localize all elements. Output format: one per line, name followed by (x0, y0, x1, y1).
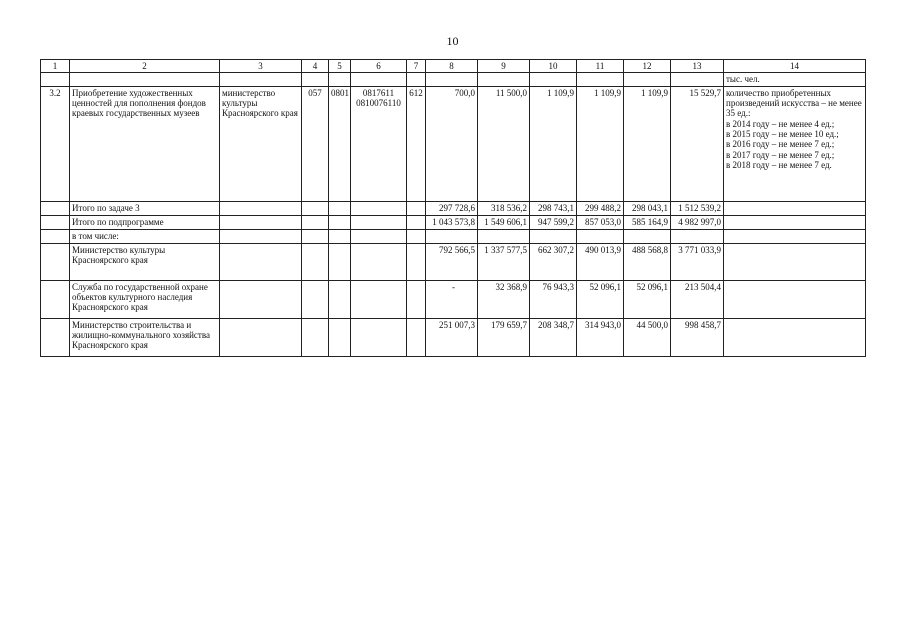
row-value-13: 213 504,4 (671, 280, 724, 318)
row-value-8: 700,0 (426, 86, 478, 201)
row-value-11: 857 053,0 (577, 215, 624, 229)
row-csr (351, 86, 407, 201)
table-row (41, 215, 866, 229)
row-value-13 (671, 229, 724, 243)
row-name: Итого по задаче 3 (70, 201, 220, 215)
row-value-8: - (426, 280, 478, 318)
row-name: в том числе: (70, 229, 220, 243)
table-row (41, 229, 866, 243)
column-number: 3 (220, 60, 302, 73)
result-line: в 2015 году – не менее 10 ед.; (726, 129, 839, 140)
column-number: 12 (624, 60, 671, 73)
column-number: 4 (302, 60, 329, 73)
column-number: 11 (577, 60, 624, 73)
table-row (41, 86, 866, 201)
row-value-9: 179 659,7 (478, 318, 530, 356)
row-value-12: 1 109,9 (624, 86, 671, 201)
row-value-11: 52 096,1 (577, 280, 624, 318)
row-number: 3.2 (41, 86, 70, 201)
row-value-12: 44 500,0 (624, 318, 671, 356)
unit-note: тыс. чел. (724, 73, 866, 86)
result-line: в 2014 году – не менее 4 ед.; (726, 118, 835, 129)
row-value-10: 298 743,1 (530, 201, 577, 215)
row-value-13: 3 771 033,9 (671, 243, 724, 280)
row-value-12: 585 164,9 (624, 215, 671, 229)
budget-table (40, 59, 866, 357)
row-value-11: 314 943,0 (577, 318, 624, 356)
row-value-12: 52 096,1 (624, 280, 671, 318)
row-value-11: 490 013,9 (577, 243, 624, 280)
table-row (41, 318, 866, 356)
row-value-10 (530, 229, 577, 243)
unit-row (41, 73, 866, 86)
row-value-10: 947 599,2 (530, 215, 577, 229)
table-row (41, 201, 866, 215)
csr-code-2: 0810076110 (356, 98, 401, 109)
row-value-12 (624, 229, 671, 243)
row-value-11: 1 109,9 (577, 86, 624, 201)
row-value-12: 298 043,1 (624, 201, 671, 215)
table-row (41, 243, 866, 280)
row-value-8: 792 566,5 (426, 243, 478, 280)
table-row (41, 280, 866, 318)
result-line: количество приобретенных произведений искусства – не менее 35 ед.: (726, 87, 862, 119)
row-name: Министерство культуры Красноярского края (70, 243, 220, 280)
row-name: Итого по подпрограмме (70, 215, 220, 229)
result-line: в 2017 году – не менее 7 ед.; (726, 149, 835, 160)
column-number: 8 (426, 60, 478, 73)
row-value-9: 1 549 606,1 (478, 215, 530, 229)
row-value-9 (478, 229, 530, 243)
row-value-13: 15 529,7 (671, 86, 724, 201)
row-value-9: 318 536,2 (478, 201, 530, 215)
row-rzpr: 0801 (329, 86, 351, 201)
column-number: 10 (530, 60, 577, 73)
csr-code-1: 0817611 (362, 87, 395, 98)
row-value-9: 1 337 577,5 (478, 243, 530, 280)
row-value-11 (577, 229, 624, 243)
row-value-10: 662 307,2 (530, 243, 577, 280)
row-name: Министерство строительства и жилищно-коммунального хозяйства Красноярского края (70, 318, 220, 356)
row-name: Служба по государственной охране объектов культурного наследия Красноярского края (70, 280, 220, 318)
column-number: 6 (351, 60, 407, 73)
row-value-10: 208 348,7 (530, 318, 577, 356)
result-line: в 2016 году – не менее 7 ед.; (726, 139, 835, 150)
row-value-13: 998 458,7 (671, 318, 724, 356)
row-name: Приобретение художественных ценностей для пополнения фондов краевых государственных музеев (70, 86, 220, 201)
column-number: 9 (478, 60, 530, 73)
column-number: 5 (329, 60, 351, 73)
row-value-9: 32 368,9 (478, 280, 530, 318)
column-number: 13 (671, 60, 724, 73)
row-value-10: 1 109,9 (530, 86, 577, 201)
page-number: 10 (446, 34, 459, 48)
row-value-11: 299 488,2 (577, 201, 624, 215)
row-executor: министерство культуры Красноярского края (220, 86, 302, 201)
row-value-13: 1 512 539,2 (671, 201, 724, 215)
row-value-13: 4 982 997,0 (671, 215, 724, 229)
row-grbs: 057 (302, 86, 329, 201)
column-number: 2 (70, 60, 220, 73)
row-value-12: 488 568,8 (624, 243, 671, 280)
row-value-8: 1 043 573,8 (426, 215, 478, 229)
column-number: 1 (41, 60, 70, 73)
row-value-8: 251 007,3 (426, 318, 478, 356)
result-line: в 2018 году – не менее 7 ед. (726, 160, 832, 171)
column-number: 14 (724, 60, 866, 73)
row-value-8 (426, 229, 478, 243)
row-result (724, 86, 866, 201)
row-value-8: 297 728,6 (426, 201, 478, 215)
column-number: 7 (407, 60, 426, 73)
column-number-row (41, 60, 866, 73)
row-value-10: 76 943,3 (530, 280, 577, 318)
row-vr: 612 (407, 86, 426, 201)
row-value-9: 11 500,0 (478, 86, 530, 201)
